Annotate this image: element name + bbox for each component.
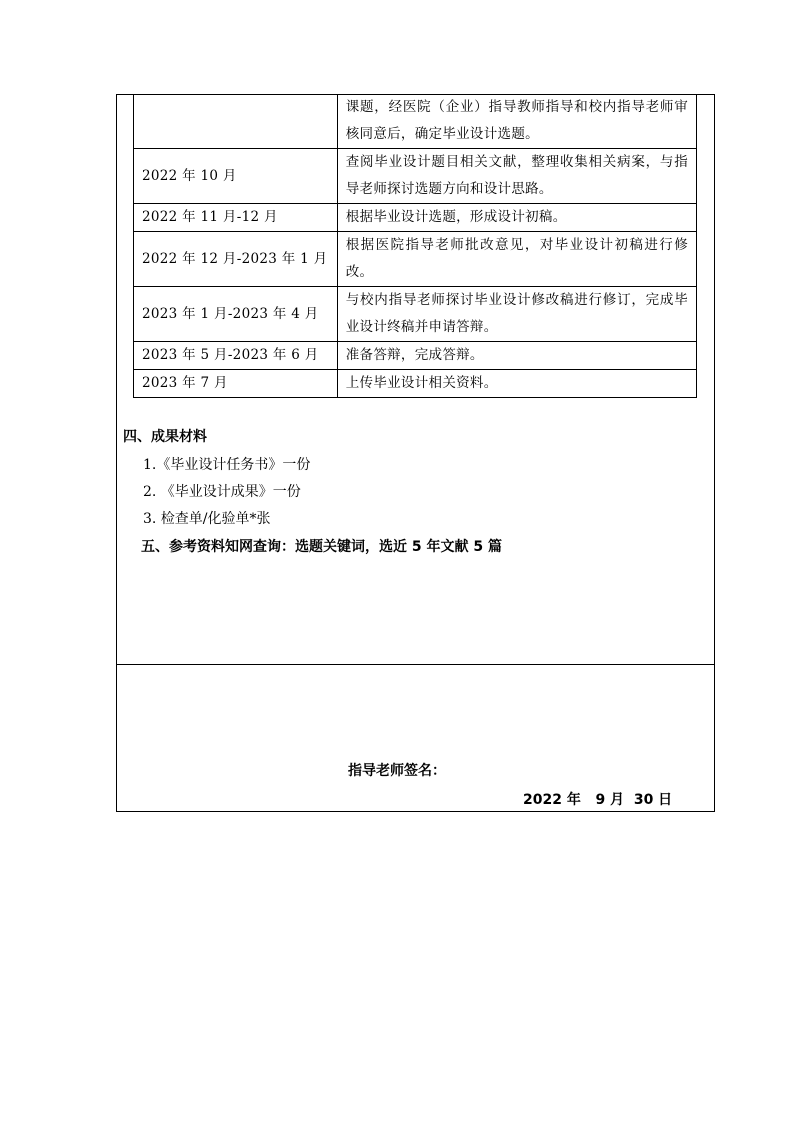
period-cell: 2023 年 5 月-2023 年 6 月: [134, 342, 338, 370]
table-row: [134, 370, 697, 398]
task-cell: 查阅毕业设计题目相关文献，整理收集相关病案，与指导老师探讨选题方向和设计思路。: [337, 149, 696, 204]
period-cell: 2023 年 7 月: [134, 370, 338, 398]
material-item: 3. 检查单/化验单*张: [143, 511, 271, 527]
table-row: [134, 232, 697, 287]
section-4-heading: 四、成果材料: [123, 429, 207, 445]
table-row: [134, 204, 697, 232]
task-cell: 根据医院指导老师批改意见，对毕业设计初稿进行修改。: [337, 232, 696, 287]
period-cell: 2022 年 11 月-12 月: [134, 204, 338, 232]
table-row: [134, 342, 697, 370]
table-row: [134, 287, 697, 342]
period-cell: 2023 年 1 月-2023 年 4 月: [134, 287, 338, 342]
task-cell: 根据毕业设计选题，形成设计初稿。: [337, 204, 696, 232]
section-5-heading: 五、参考资料知网查询：选题关键词，选近 5 年文献 5 篇: [141, 539, 502, 555]
section-divider: [116, 664, 715, 665]
task-cell: 准备答辩，完成答辩。: [337, 342, 696, 370]
table-row: [134, 94, 697, 149]
task-cell: 与校内指导老师探讨毕业设计修改稿进行修订，完成毕业设计终稿并申请答辩。: [337, 287, 696, 342]
period-cell: 2022 年 12 月-2023 年 1 月: [134, 232, 338, 287]
schedule-table: [133, 94, 697, 398]
task-cell: 上传毕业设计相关资料。: [337, 370, 696, 398]
material-item: 2. 《毕业设计成果》一份: [143, 484, 301, 500]
table-row: [134, 149, 697, 204]
advisor-signature-label: 指导老师签名：: [348, 763, 446, 779]
period-cell: 2022 年 10 月: [134, 149, 338, 204]
material-item: 1.《毕业设计任务书》一份: [143, 457, 311, 473]
period-cell: [134, 94, 338, 149]
signature-date: 2022 年 9 月 30 日: [523, 792, 673, 808]
task-cell: 课题，经医院（企业）指导教师指导和校内指导老师审核同意后，确定毕业设计选题。: [337, 94, 696, 149]
